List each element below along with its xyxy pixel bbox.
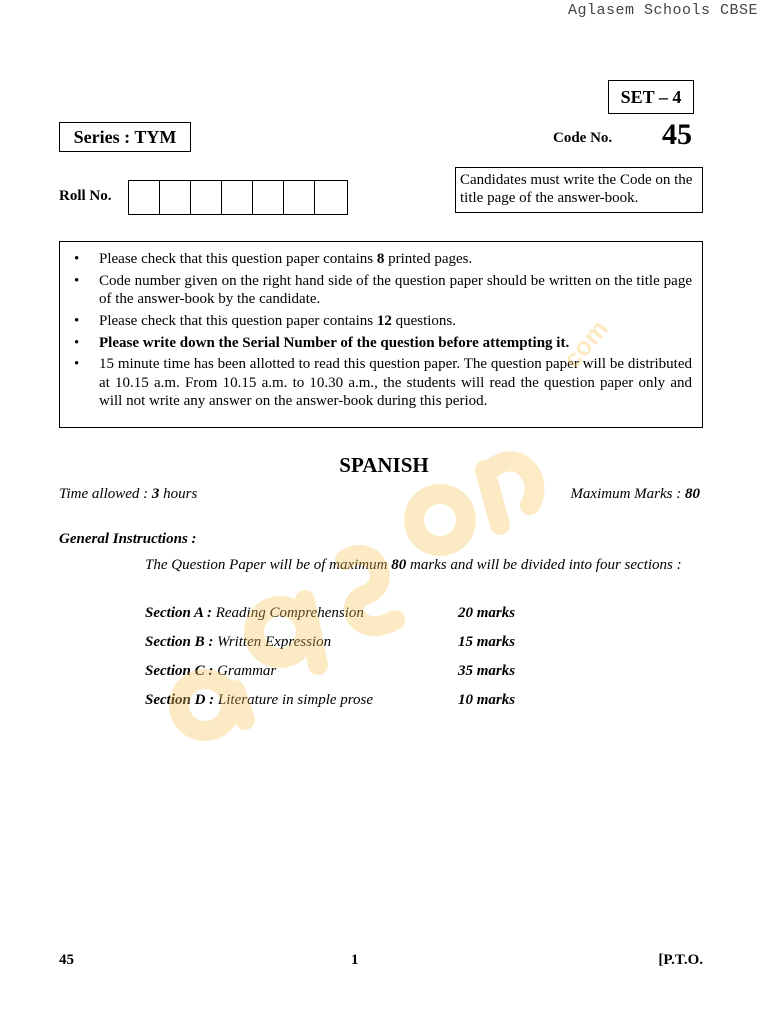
- instruction-item: [72, 312, 692, 330]
- instruction-item: [72, 250, 692, 268]
- code-value: 45: [662, 118, 692, 151]
- time-allowed-label: Time allowed :: [59, 486, 152, 502]
- roll-number-cell: [191, 181, 222, 214]
- gi-text-b: marks and will be divided into four sections :: [406, 557, 682, 573]
- maximum-marks-value: 80: [685, 486, 700, 502]
- instruction-text: Please check that this question paper contains: [99, 251, 377, 267]
- section-row: [145, 663, 565, 683]
- subject-title: SPANISH: [339, 453, 429, 477]
- section-name: Section C : Grammar: [145, 663, 277, 679]
- section-name: Section B : Written Expression: [145, 634, 332, 650]
- roll-number-label: Roll No.: [59, 188, 112, 204]
- roll-number-cell: [222, 181, 253, 214]
- instruction-text: Please write down the Serial Number of the question before attempting it.: [99, 334, 570, 351]
- roll-number-cell: [160, 181, 191, 214]
- candidate-note-box: Candidates must write the Code on the title page of the answer-book.: [455, 167, 703, 213]
- time-allowed-value: 3: [151, 486, 160, 502]
- footer-page-number: 1: [351, 952, 359, 968]
- gi-text-a: The Question Paper will be of maximum: [145, 557, 392, 573]
- series-box: Series : TYM: [59, 122, 191, 152]
- source-header: Aglasem Schools CBSE: [567, 2, 758, 19]
- instruction-item: [72, 355, 692, 410]
- set-number-box: SET – 4: [608, 80, 694, 114]
- instruction-text: 8: [376, 251, 385, 267]
- instruction-text: 15 minute time has been allotted to read this question paper. The question paper will be distributed at 10.15 a.m. From 10.15 a.m. to 10.30 a.m., the students will read the question paper only and will not write any answer on the answer-book during this period.: [99, 356, 692, 409]
- footer-pto: [P.T.O.: [658, 952, 703, 968]
- roll-number-cell: [129, 181, 160, 214]
- gi-text-marks: 80: [391, 557, 407, 573]
- section-name: Section D : Literature in simple prose: [145, 692, 374, 708]
- maximum-marks-label: Maximum Marks :: [570, 486, 685, 502]
- section-marks: 15 marks: [458, 634, 516, 650]
- instruction-item: [72, 334, 692, 352]
- section-row: [145, 692, 565, 712]
- instruction-text: printed pages.: [384, 251, 473, 267]
- instruction-text: Code number given on the right hand side of the question paper should be written on the title page of the answer-book by the candidate.: [99, 272, 692, 307]
- time-allowed-unit: hours: [159, 486, 198, 502]
- code-label: Code No.: [553, 130, 613, 146]
- instruction-text: 12: [376, 312, 392, 329]
- roll-number-boxes: [128, 180, 348, 215]
- instructions-list: [72, 250, 692, 410]
- instruction-text: Please check that this question paper contains: [99, 312, 377, 329]
- section-marks: 10 marks: [458, 692, 516, 708]
- instruction-item: [72, 272, 692, 308]
- svg-text:com: com: [556, 313, 614, 374]
- section-marks: 35 marks: [458, 663, 516, 679]
- section-row: [145, 605, 565, 625]
- instructions-box: [59, 241, 703, 428]
- general-instructions-title: General Instructions :: [59, 531, 197, 547]
- footer-code: 45: [59, 952, 74, 968]
- instruction-text: questions.: [391, 312, 457, 329]
- section-row: [145, 634, 565, 654]
- roll-number-cell: [284, 181, 315, 214]
- roll-number-cell: [315, 181, 347, 214]
- general-instructions-text: [145, 553, 698, 578]
- time-allowed: [59, 486, 197, 503]
- section-name: Section A : Reading Comprehension: [145, 605, 364, 621]
- roll-number-cell: [253, 181, 284, 214]
- section-marks: 20 marks: [458, 605, 516, 621]
- maximum-marks: [570, 486, 700, 503]
